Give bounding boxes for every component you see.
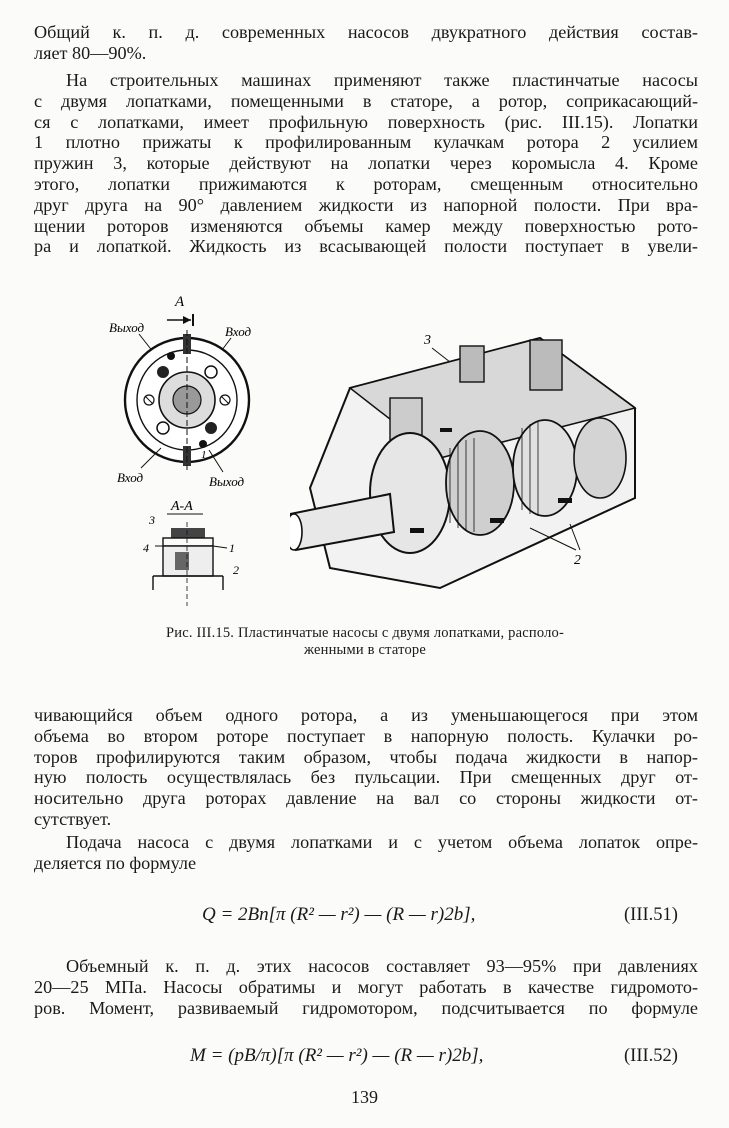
pump-scheme-drawing	[105, 290, 265, 610]
text-line: ную полость осуществлялась без пульсации. При смещенных друг от-	[34, 767, 698, 788]
text-line: ров. Момент, развиваемый гидромотором, подсчитывается по формуле	[34, 997, 698, 1018]
page-number: 139	[351, 1087, 378, 1107]
paragraph-vane-pumps	[34, 70, 698, 257]
figure-pump-cutaway	[290, 318, 650, 608]
text-line: носительно друга роторах давление на вал со стороны жидкости от-	[34, 788, 698, 809]
text-line: Общий к. п. д. современных насосов двукратного действия состав-	[34, 22, 698, 42]
paragraph-rotor-flow	[34, 705, 698, 830]
paragraph-efficiency	[34, 22, 698, 64]
inlet-top-label: Вход	[225, 324, 252, 339]
caption-line: женными в статоре	[303, 642, 427, 658]
text-line: с двумя лопатками, помещенными в статоре, а ротор, соприкасающий-	[34, 90, 698, 111]
text-line: 1 плотно прижаты к профилированным кулачкам ротора 2 усилием	[34, 132, 698, 153]
text-line: ра и лопаткой. Жидкость из всасывающей полости поступает в увели-	[34, 236, 698, 257]
scheme-number-1: 1	[201, 449, 207, 461]
formula-flow: Q = 2Bn[π (R² — r²) — (R — r)2b],	[202, 904, 476, 925]
section-mark-label: A	[175, 294, 185, 310]
text-line: щении роторов изменяются объемы камер между поверхностью рото-	[34, 215, 698, 236]
figure-caption	[60, 625, 670, 659]
formula-flow-number: (III.51)	[624, 905, 678, 925]
text-line: ся с лопатками, имеет профильную поверхность (рис. III.15). Лопатки	[34, 111, 698, 132]
text-line: 20—25 МПа. Насосы обратимы и могут работать в качестве гидромото-	[34, 976, 698, 997]
cutaway-number-3: 3	[424, 333, 431, 348]
text-line: объема во втором роторе поступает в напорную полость. Кулачки ро-	[34, 725, 698, 746]
paragraph-flow-formula-intro	[34, 832, 698, 874]
text-line: Подача насоса с двумя лопатками и с учетом объема лопаток опре-	[66, 832, 698, 852]
figure-pump-scheme	[105, 290, 265, 610]
caption-line: Рис. III.15. Пластинчатые насосы с двумя лопатками, располо-	[165, 625, 564, 641]
paragraph-volumetric-efficiency	[34, 956, 698, 1018]
section-number-2: 2	[233, 563, 239, 577]
section-number-1: 1	[229, 541, 235, 555]
formula-torque: M = (pB/π)[π (R² — r²) — (R — r)2b],	[190, 1045, 484, 1066]
outlet-bottom-label: Выход	[209, 474, 245, 489]
outlet-top-label: Выход	[109, 320, 145, 335]
cutaway-number-2: 2	[574, 553, 581, 568]
text-line: этого, лопатки прижимаются к роторам, смещенным относительно	[34, 173, 698, 194]
text-line: торов профилируются таким образом, чтобы подача жидкости в напор-	[34, 746, 698, 767]
text-line: ляет 80—90%.	[34, 42, 147, 63]
pump-cutaway-drawing	[290, 318, 650, 608]
inlet-bottom-label: Вход	[117, 470, 144, 485]
section-number-4: 4	[143, 541, 149, 555]
section-title: А-А	[171, 499, 193, 514]
text-line: пружин 3, которые действуют на лопатки через коромысла 4. Кроме	[34, 153, 698, 174]
text-line: Объемный к. п. д. этих насосов составляет 93—95% при давлениях	[66, 956, 698, 976]
text-line: На строительных машинах применяют также пластинчатые насосы	[66, 70, 698, 90]
text-line: деляется по формуле	[34, 852, 197, 873]
text-line: чивающийся объем одного ротора, а из уменьшающегося при этом	[34, 705, 698, 725]
text-line: друг друга на 90° давлением жидкости из напорной полости. При вра-	[34, 194, 698, 215]
section-number-3: 3	[149, 513, 155, 527]
formula-torque-number: (III.52)	[624, 1046, 678, 1066]
text-line: сутствует.	[34, 808, 112, 829]
